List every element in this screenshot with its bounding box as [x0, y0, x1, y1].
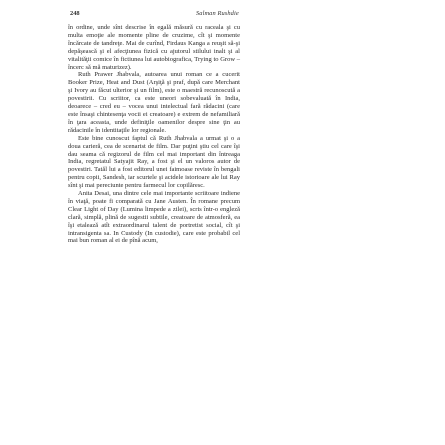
paragraph: Este bine cunoscut faptul că Ruth Jhabvala a urmat şi o a doua carieră, cea de scenarist de film. Dar puţini ştiu cel care îşi dau seama că regizorul de film cel mai important din întreaga India, regretatul Satyajit Ray, a fost şi el un valoros autor de povestiri. Tatăl lui a fost editorul unei faimoase reviste în bengali pentru copii, Sandesh, iar scurtele şi acidele istorioare ale lui Ray sînt şi mai pereciunte pentru farmecul lor copilăresc. [68, 134, 240, 190]
page-number: 248 [70, 10, 80, 17]
paragraph: Anita Desai, una dintre cele mai importante scriitoare indiene în viaţă, poate fi comparată cu Jane Austen. În romane precum Clear Light of Day (Lumina limpede a zilei), scris într-o engleză clară, simplă, plină de sugestii subtile, creatoare de atmosferă, ea îşi etalează atît extraordinarul talent de portretist social, cît şi intransigenta sa. In Custody (In custodie), care este probabil cel mai bun roman al ei de pînă acum, [68, 190, 240, 245]
page-header [68, 8, 378, 20]
running-head: Salman Rushdie [196, 10, 239, 17]
body-text [68, 24, 240, 245]
book-page [68, 8, 378, 440]
paragraph: Ruth Prawer Jhabvala, autoarea unui roman ce a cucerit Booker Prize, Heat and Dust (Arşiţă şi praf, după care Merchant şi Ivory au făcut ulterior şi un film), este o maestră recunoscută a povestirii. Cu scriitor, ca este uneori sobevaluată în India, deoarece – cred eu – vocea unui intelectual fară rădacini (care este însaşi chintesenţa vocii ei creatoare) e extrem de nefamiliară în ţara aceasta, unde definiţile oamenilor despre sine ţin au rădacinile în identitaţile lor regionale. [68, 71, 240, 134]
paragraph: în ordine, unde sînt descrise în egală măsură cu raceala şi cu multa emoţie ale momente pline de cruzime, cît şi momente încărcate de tandreţe. Mai de curînd, Firdaus Kanga a reuşit să-şi depăşească şi el afecţiunea fizică cu ajutorul stilului inalt şi al vitalităţii comice în fictiunea lui autobiografica, Trying to Grow – încerc să mă maturizez). [68, 24, 240, 71]
